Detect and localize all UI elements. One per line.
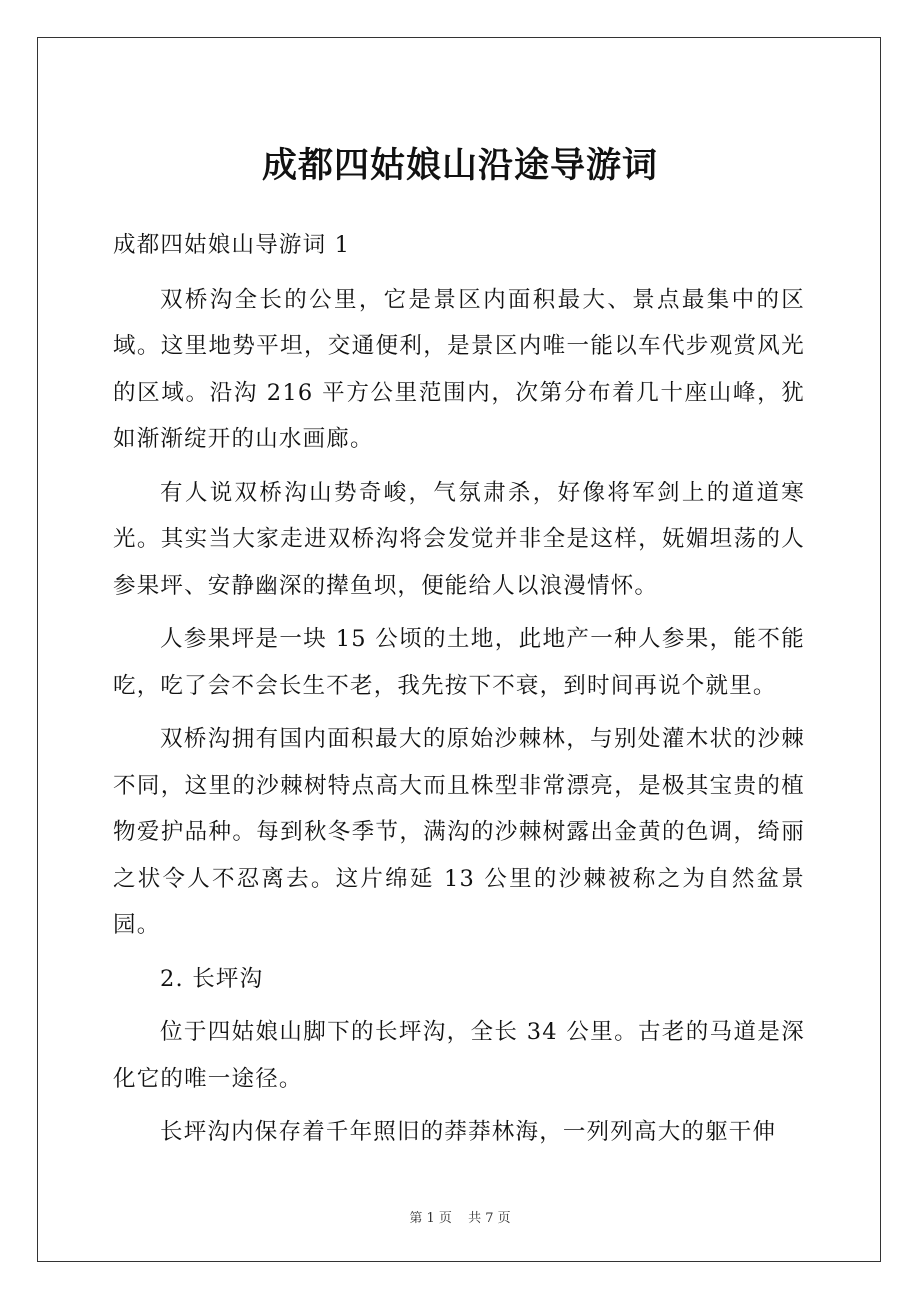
- section-subtitle: 成都四姑娘山导游词 1: [113, 232, 351, 258]
- paragraph: 长坪沟内保存着千年照旧的莽莽林海，一列列高大的躯干伸: [160, 1119, 777, 1145]
- paragraph: 人参果坪是一块 15 公顷的土地，此地产一种人参果，能不能吃，吃了会不会长生不老，我先按下不衰，到时间再说个就里。: [113, 626, 805, 699]
- page-number: 第 1 页: [409, 1211, 452, 1226]
- paragraph: 位于四姑娘山脚下的长坪沟，全长 34 公里。古老的马道是深化它的唯一途径。: [113, 1019, 805, 1092]
- paragraph: 双桥沟全长的公里，它是景区内面积最大、景点最集中的区域。这里地势平坦，交通便利，是景区内唯一能以车代步观赏风光的区域。沿沟 216 平方公里范围内，次第分布着几十座山峰，犹如渐渐绽开的山水画廊。: [113, 286, 805, 452]
- paragraph: 有人说双桥沟山势奇峻，气氛肃杀，好像将军剑上的道道寒光。其实当大家走进双桥沟将会发觉并非全是这样，妩媚坦荡的人参果坪、安静幽深的撵鱼坝，便能给人以浪漫情怀。: [113, 479, 805, 599]
- paragraph: 双桥沟拥有国内面积最大的原始沙棘林，与别处灌木状的沙棘不同，这里的沙棘树特点高大而且株型非常漂亮，是极其宝贵的植物爱护品种。每到秋冬季节，满沟的沙棘树露出金黄的色调，绮丽之状令人不忍离去。这片绵延 13 公里的沙棘被称之为自然盆景园。: [113, 726, 805, 938]
- section-heading: 2. 长坪沟: [160, 965, 264, 992]
- page-total: 共 7 页: [468, 1211, 511, 1226]
- document-title: 成都四姑娘山沿途导游词: [261, 145, 658, 186]
- page-footer: [0, 1207, 920, 1226]
- document-body: [113, 222, 805, 1163]
